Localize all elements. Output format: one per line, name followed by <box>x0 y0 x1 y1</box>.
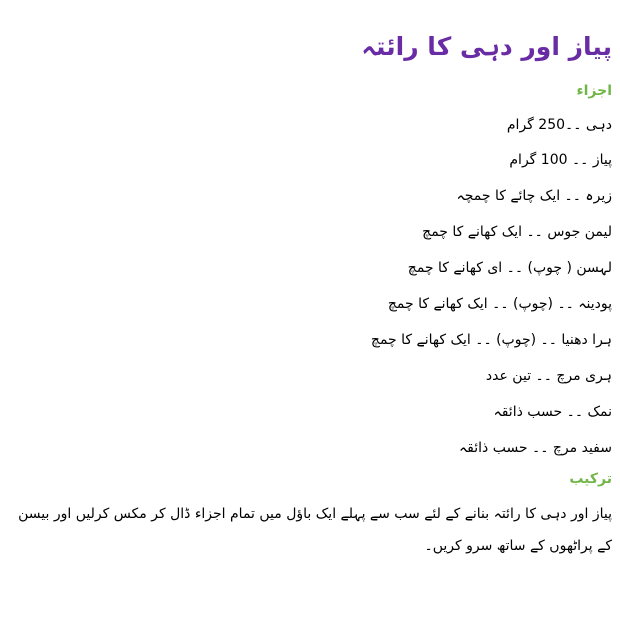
list-item: دہی ۔۔250 گرام <box>506 117 612 133</box>
list-item: ہری مرچ ۔۔ تین عدد <box>485 368 612 384</box>
method-text: پیاز اور دہی کا رائتہ بنانے کے لئے سب سے پہلے ایک باؤل میں تمام اجزاء ڈال کر مکس کرلیں اور بیسن کے پراٹھوں کے ساتھ سرو کریں۔ <box>18 506 612 554</box>
method-heading: ترکیب <box>569 471 612 487</box>
list-item: ہرا دھنیا ۔۔ (چوپ) ۔۔ ایک کھانے کا چمچ <box>370 332 612 348</box>
list-item: زیرہ ۔۔ ایک چائے کا چمچہ <box>456 188 612 204</box>
list-item: پیاز ۔۔ 100 گرام <box>509 152 612 168</box>
list-item: نمک ۔۔ حسب ذائقہ <box>493 404 612 420</box>
recipe-title: پیاز اور دہی کا رائتہ <box>361 32 612 61</box>
list-item: پودینہ ۔۔ (چوپ) ۔۔ ایک کھانے کا چمچ <box>387 296 612 312</box>
ingredients-heading: اجزاء <box>576 83 612 99</box>
list-item: سفید مرچ ۔۔ حسب ذائقہ <box>458 440 612 456</box>
list-item: لیمن جوس ۔۔ ایک کھانے کا چمچ <box>422 224 612 240</box>
ingredients-list <box>8 108 612 466</box>
list-item: لہسن ( چوپ) ۔۔ ای کھانے کا چمچ <box>407 260 612 276</box>
